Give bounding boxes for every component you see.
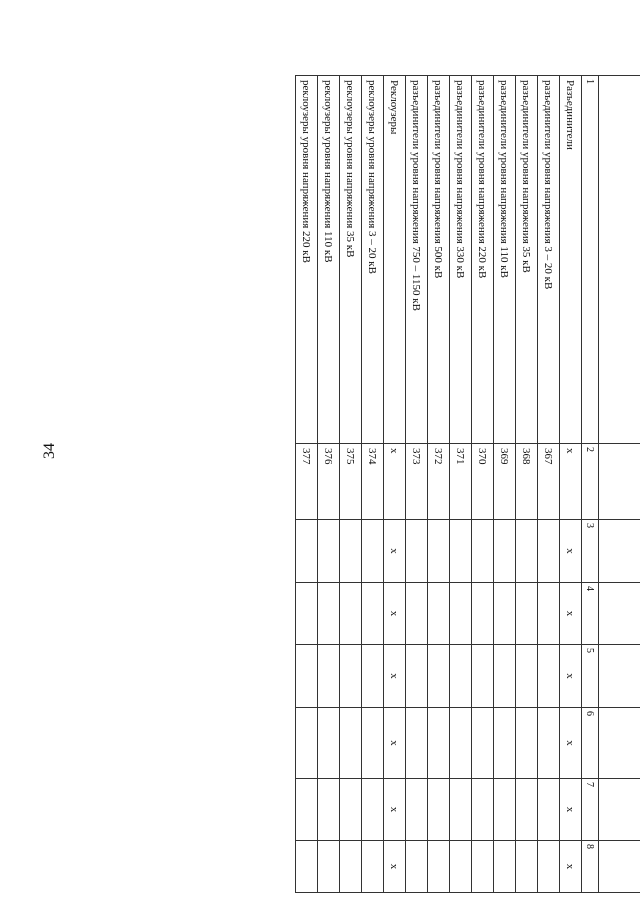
line-code-cell: 376 (318, 444, 340, 520)
value-cell (318, 841, 340, 893)
value-cell (362, 520, 384, 583)
header-quantity (599, 520, 640, 583)
line-code-cell: 373 (406, 444, 428, 520)
value-cell: х (560, 583, 582, 645)
page-number: 34 (41, 443, 58, 459)
value-cell (428, 520, 450, 583)
value-cell (494, 583, 516, 645)
value-cell (428, 645, 450, 708)
table-row (296, 76, 318, 893)
value-cell (406, 708, 428, 779)
device-type-cell: реклоузеры уровня напряжения 220 кВ (296, 76, 318, 444)
device-type-cell: разъединители уровня напряжения 110 кВ (494, 76, 516, 444)
table-row (340, 76, 362, 893)
device-type-cell: реклоузеры уровня напряжения 3 – 20 кВ (362, 76, 384, 444)
value-cell (340, 645, 362, 708)
value-cell (538, 779, 560, 841)
line-code-cell: 377 (296, 444, 318, 520)
header-to-replace (599, 708, 640, 779)
table-row (538, 76, 560, 893)
value-cell: х (560, 708, 582, 779)
value-cell: х (384, 645, 406, 708)
line-code-cell: 374 (362, 444, 384, 520)
value-cell (494, 779, 516, 841)
value-cell (516, 708, 538, 779)
value-cell (362, 583, 384, 645)
device-type-cell: разъединители уровня напряжения 330 кВ (450, 76, 472, 444)
column-number: 3 (582, 520, 599, 583)
device-type-cell: разъединители уровня напряжения 220 кВ (472, 76, 494, 444)
value-cell (340, 583, 362, 645)
line-code-cell: х (384, 444, 406, 520)
header-over-25-years (599, 583, 640, 645)
header-damaged (599, 645, 640, 708)
value-cell (340, 841, 362, 893)
value-cell (406, 583, 428, 645)
device-type-cell: разъединители уровня напряжения 3 – 20 кВ (538, 76, 560, 444)
value-cell (494, 645, 516, 708)
line-code-cell: 375 (340, 444, 362, 520)
value-cell (516, 841, 538, 893)
value-cell: х (384, 583, 406, 645)
value-cell (494, 708, 516, 779)
column-number: 2 (582, 444, 599, 520)
device-type-cell: разъединители уровня напряжения 750 – 1150 кВ (406, 76, 428, 444)
value-cell (318, 708, 340, 779)
value-cell (450, 708, 472, 779)
device-type-cell: реклоузеры уровня напряжения 35 кВ (340, 76, 362, 444)
value-cell (450, 779, 472, 841)
table-row (362, 76, 384, 893)
device-type-cell: разъединители уровня напряжения 500 кВ (428, 76, 450, 444)
value-cell (538, 583, 560, 645)
device-type-cell: реклоузеры уровня напряжения 110 кВ (318, 76, 340, 444)
value-cell (472, 841, 494, 893)
value-cell (296, 645, 318, 708)
column-number: 8 (582, 841, 599, 893)
value-cell (516, 520, 538, 583)
column-number-row (582, 76, 599, 893)
value-cell (516, 645, 538, 708)
value-cell (318, 520, 340, 583)
value-cell (296, 520, 318, 583)
line-code-cell: х (560, 444, 582, 520)
value-cell: х (384, 520, 406, 583)
value-cell (318, 583, 340, 645)
value-cell (318, 645, 340, 708)
value-cell: х (384, 708, 406, 779)
table-body (296, 76, 582, 893)
device-type-cell: разъединители уровня напряжения 35 кВ (516, 76, 538, 444)
value-cell (450, 645, 472, 708)
header-device-type (599, 76, 640, 444)
value-cell (472, 583, 494, 645)
value-cell (538, 520, 560, 583)
value-cell (406, 645, 428, 708)
column-number: 5 (582, 645, 599, 708)
value-cell (340, 779, 362, 841)
value-cell (516, 583, 538, 645)
value-cell (538, 645, 560, 708)
value-cell (340, 520, 362, 583)
value-cell (472, 708, 494, 779)
table-row (494, 76, 516, 893)
line-code-cell: 370 (472, 444, 494, 520)
value-cell (296, 583, 318, 645)
table-row (516, 76, 538, 893)
line-code-cell: 371 (450, 444, 472, 520)
value-cell (296, 708, 318, 779)
value-cell (538, 841, 560, 893)
value-cell (450, 520, 472, 583)
column-number: 7 (582, 779, 599, 841)
header-replaced (599, 841, 640, 893)
table-row (406, 76, 428, 893)
device-type-cell: Реклоузеры (384, 76, 406, 444)
value-cell (428, 583, 450, 645)
value-cell (472, 520, 494, 583)
value-cell (340, 708, 362, 779)
line-code-cell: 368 (516, 444, 538, 520)
value-cell (406, 779, 428, 841)
value-cell (318, 779, 340, 841)
value-cell: х (560, 779, 582, 841)
value-cell (494, 520, 516, 583)
column-number: 6 (582, 708, 599, 779)
form-table-container (300, 75, 640, 892)
value-cell (428, 779, 450, 841)
value-cell (472, 645, 494, 708)
column-number: 4 (582, 583, 599, 645)
value-cell: х (560, 645, 582, 708)
device-type-cell: Разъединители (560, 76, 582, 444)
table-row (428, 76, 450, 893)
value-cell (296, 779, 318, 841)
value-cell (296, 841, 318, 893)
value-cell: х (560, 841, 582, 893)
value-cell: х (384, 779, 406, 841)
line-code-cell: 372 (428, 444, 450, 520)
value-cell: х (384, 841, 406, 893)
value-cell (428, 841, 450, 893)
value-cell (494, 841, 516, 893)
line-code-cell: 369 (494, 444, 516, 520)
column-number: 1 (582, 76, 599, 444)
value-cell (406, 520, 428, 583)
value-cell (362, 841, 384, 893)
value-cell: х (560, 520, 582, 583)
table-row (384, 76, 406, 893)
value-cell (362, 708, 384, 779)
header-line-code (599, 444, 640, 520)
value-cell (406, 841, 428, 893)
value-cell (450, 841, 472, 893)
value-cell (362, 645, 384, 708)
table-row (450, 76, 472, 893)
value-cell (516, 779, 538, 841)
value-cell (472, 779, 494, 841)
switching-devices-table (295, 75, 640, 893)
header-row (599, 76, 640, 893)
value-cell (428, 708, 450, 779)
header-repaired (599, 779, 640, 841)
line-code-cell: 367 (538, 444, 560, 520)
table-row (560, 76, 582, 893)
table-row (318, 76, 340, 893)
value-cell (362, 779, 384, 841)
value-cell (538, 708, 560, 779)
table-row (472, 76, 494, 893)
value-cell (450, 583, 472, 645)
